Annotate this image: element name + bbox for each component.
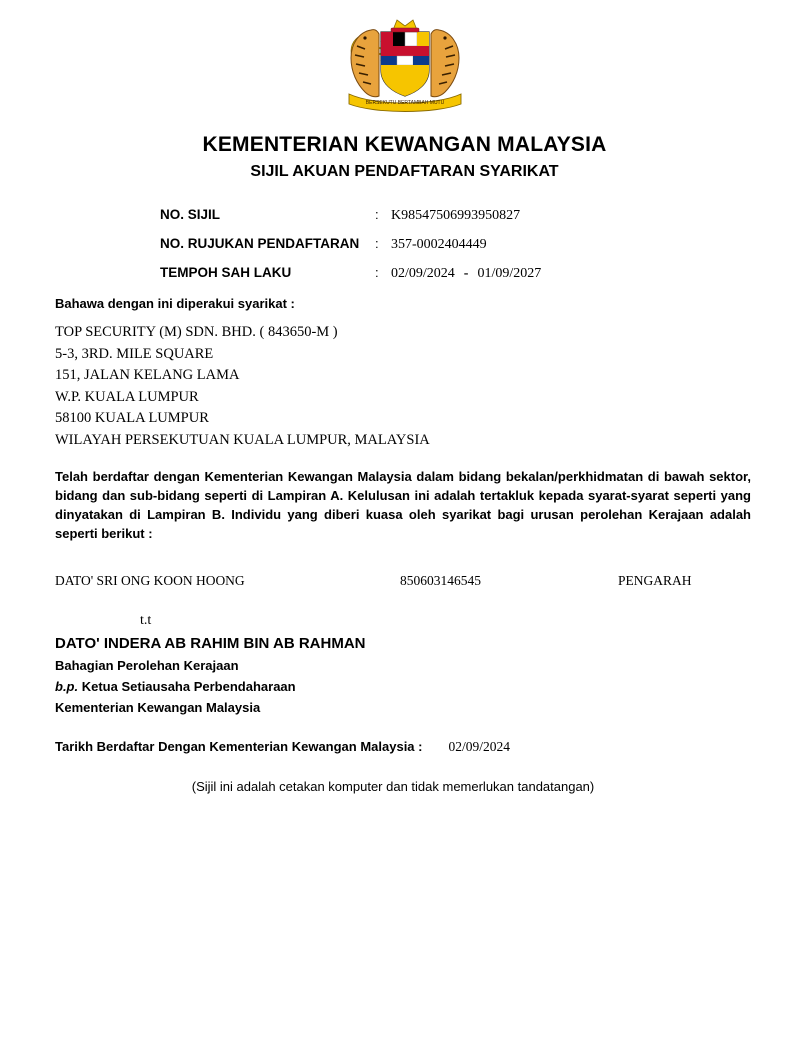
validity-to: 01/09/2027: [477, 266, 542, 281]
signatory-ministry: Kementerian Kewangan Malaysia: [55, 700, 261, 715]
certificate-fields: [0, 207, 809, 282]
page-title: KEMENTERIAN KEWANGAN MALAYSIA: [202, 133, 607, 156]
authorised-person-position: PENGARAH: [618, 573, 692, 588]
company-address: [55, 322, 751, 451]
address-line: 58100 KUALA LUMPUR: [55, 410, 209, 426]
signatory-name: DATO' INDERA AB RAHIM BIN AB RAHMAN: [55, 635, 366, 652]
intro-text: Bahawa dengan ini diperakui syarikat :: [55, 296, 295, 311]
registration-date-row: [55, 739, 751, 755]
validity-colon: :: [375, 265, 379, 280]
cert-no-colon: :: [375, 207, 379, 222]
authorised-person-name: DATO' SRI ONG KOON HOONG: [55, 573, 245, 588]
registration-date-label: Tarikh Berdaftar Dengan Kementerian Kewangan Malaysia :: [55, 739, 423, 754]
field-ref-no: [160, 236, 809, 253]
field-cert-no: [160, 207, 809, 224]
cert-no-value: K98547506993950827: [391, 208, 521, 223]
malaysia-coat-of-arms-icon: [335, 8, 475, 116]
validity-label: TEMPOH SAH LAKU: [160, 265, 292, 280]
address-line: WILAYAH PERSEKUTUAN KUALA LUMPUR, MALAYSIA: [55, 431, 430, 448]
address-line: W.P. KUALA LUMPUR: [55, 388, 199, 405]
page-subtitle: SIJIL AKUAN PENDAFTARAN SYARIKAT: [250, 163, 559, 180]
signature-mark: t.t: [140, 613, 152, 628]
registration-date-value: 02/09/2024: [448, 739, 510, 754]
authorised-person-id: 850603146545: [400, 573, 481, 588]
svg-text:BERSEKUTU BERTAMBAH MUTU: BERSEKUTU BERTAMBAH MUTU: [365, 100, 444, 106]
certificate-body: [0, 296, 809, 794]
cert-no-label: NO. SIJIL: [160, 207, 221, 222]
bp-text: Ketua Setiausaha Perbendaharaan: [81, 679, 296, 694]
ref-no-value: 357-0002404449: [391, 237, 487, 252]
crest-container: [0, 0, 809, 121]
address-line: TOP SECURITY (M) SDN. BHD. ( 843650-M ): [55, 324, 338, 340]
validity-from: 02/09/2024: [391, 266, 455, 281]
address-line: 5-3, 3RD. MILE SQUARE: [55, 345, 214, 362]
bp-prefix: b.p.: [55, 679, 79, 694]
signatory-division: Bahagian Perolehan Kerajaan: [55, 658, 239, 673]
address-line: 151, JALAN KELANG LAMA: [55, 367, 240, 383]
validity-range: [391, 266, 541, 282]
footnote-text: (Sijil ini adalah cetakan komputer dan tidak memerlukan tandatangan): [191, 779, 595, 794]
signatory-bp-line: [55, 679, 751, 694]
registration-paragraph: Telah berdaftar dengan Kementerian Kewangan Malaysia dalam bidang bekalan/perkhidmatan di bawah sektor, bidang dan sub-bidang seperti di Lampiran A. Kelulusan ini adalah tertakluk kepada syarat-syarat seperti yang dinyatakan di Lampiran B. Individu yang diberi kuasa oleh syarikat bagi urusan perolehan Kerajaan adalah seperti berikut :: [55, 469, 751, 541]
field-validity: [160, 265, 809, 282]
ref-no-colon: :: [375, 236, 379, 251]
authorised-person-row: [55, 573, 751, 589]
ref-no-label: NO. RUJUKAN PENDAFTARAN: [160, 236, 360, 251]
validity-dash: -: [463, 266, 469, 281]
